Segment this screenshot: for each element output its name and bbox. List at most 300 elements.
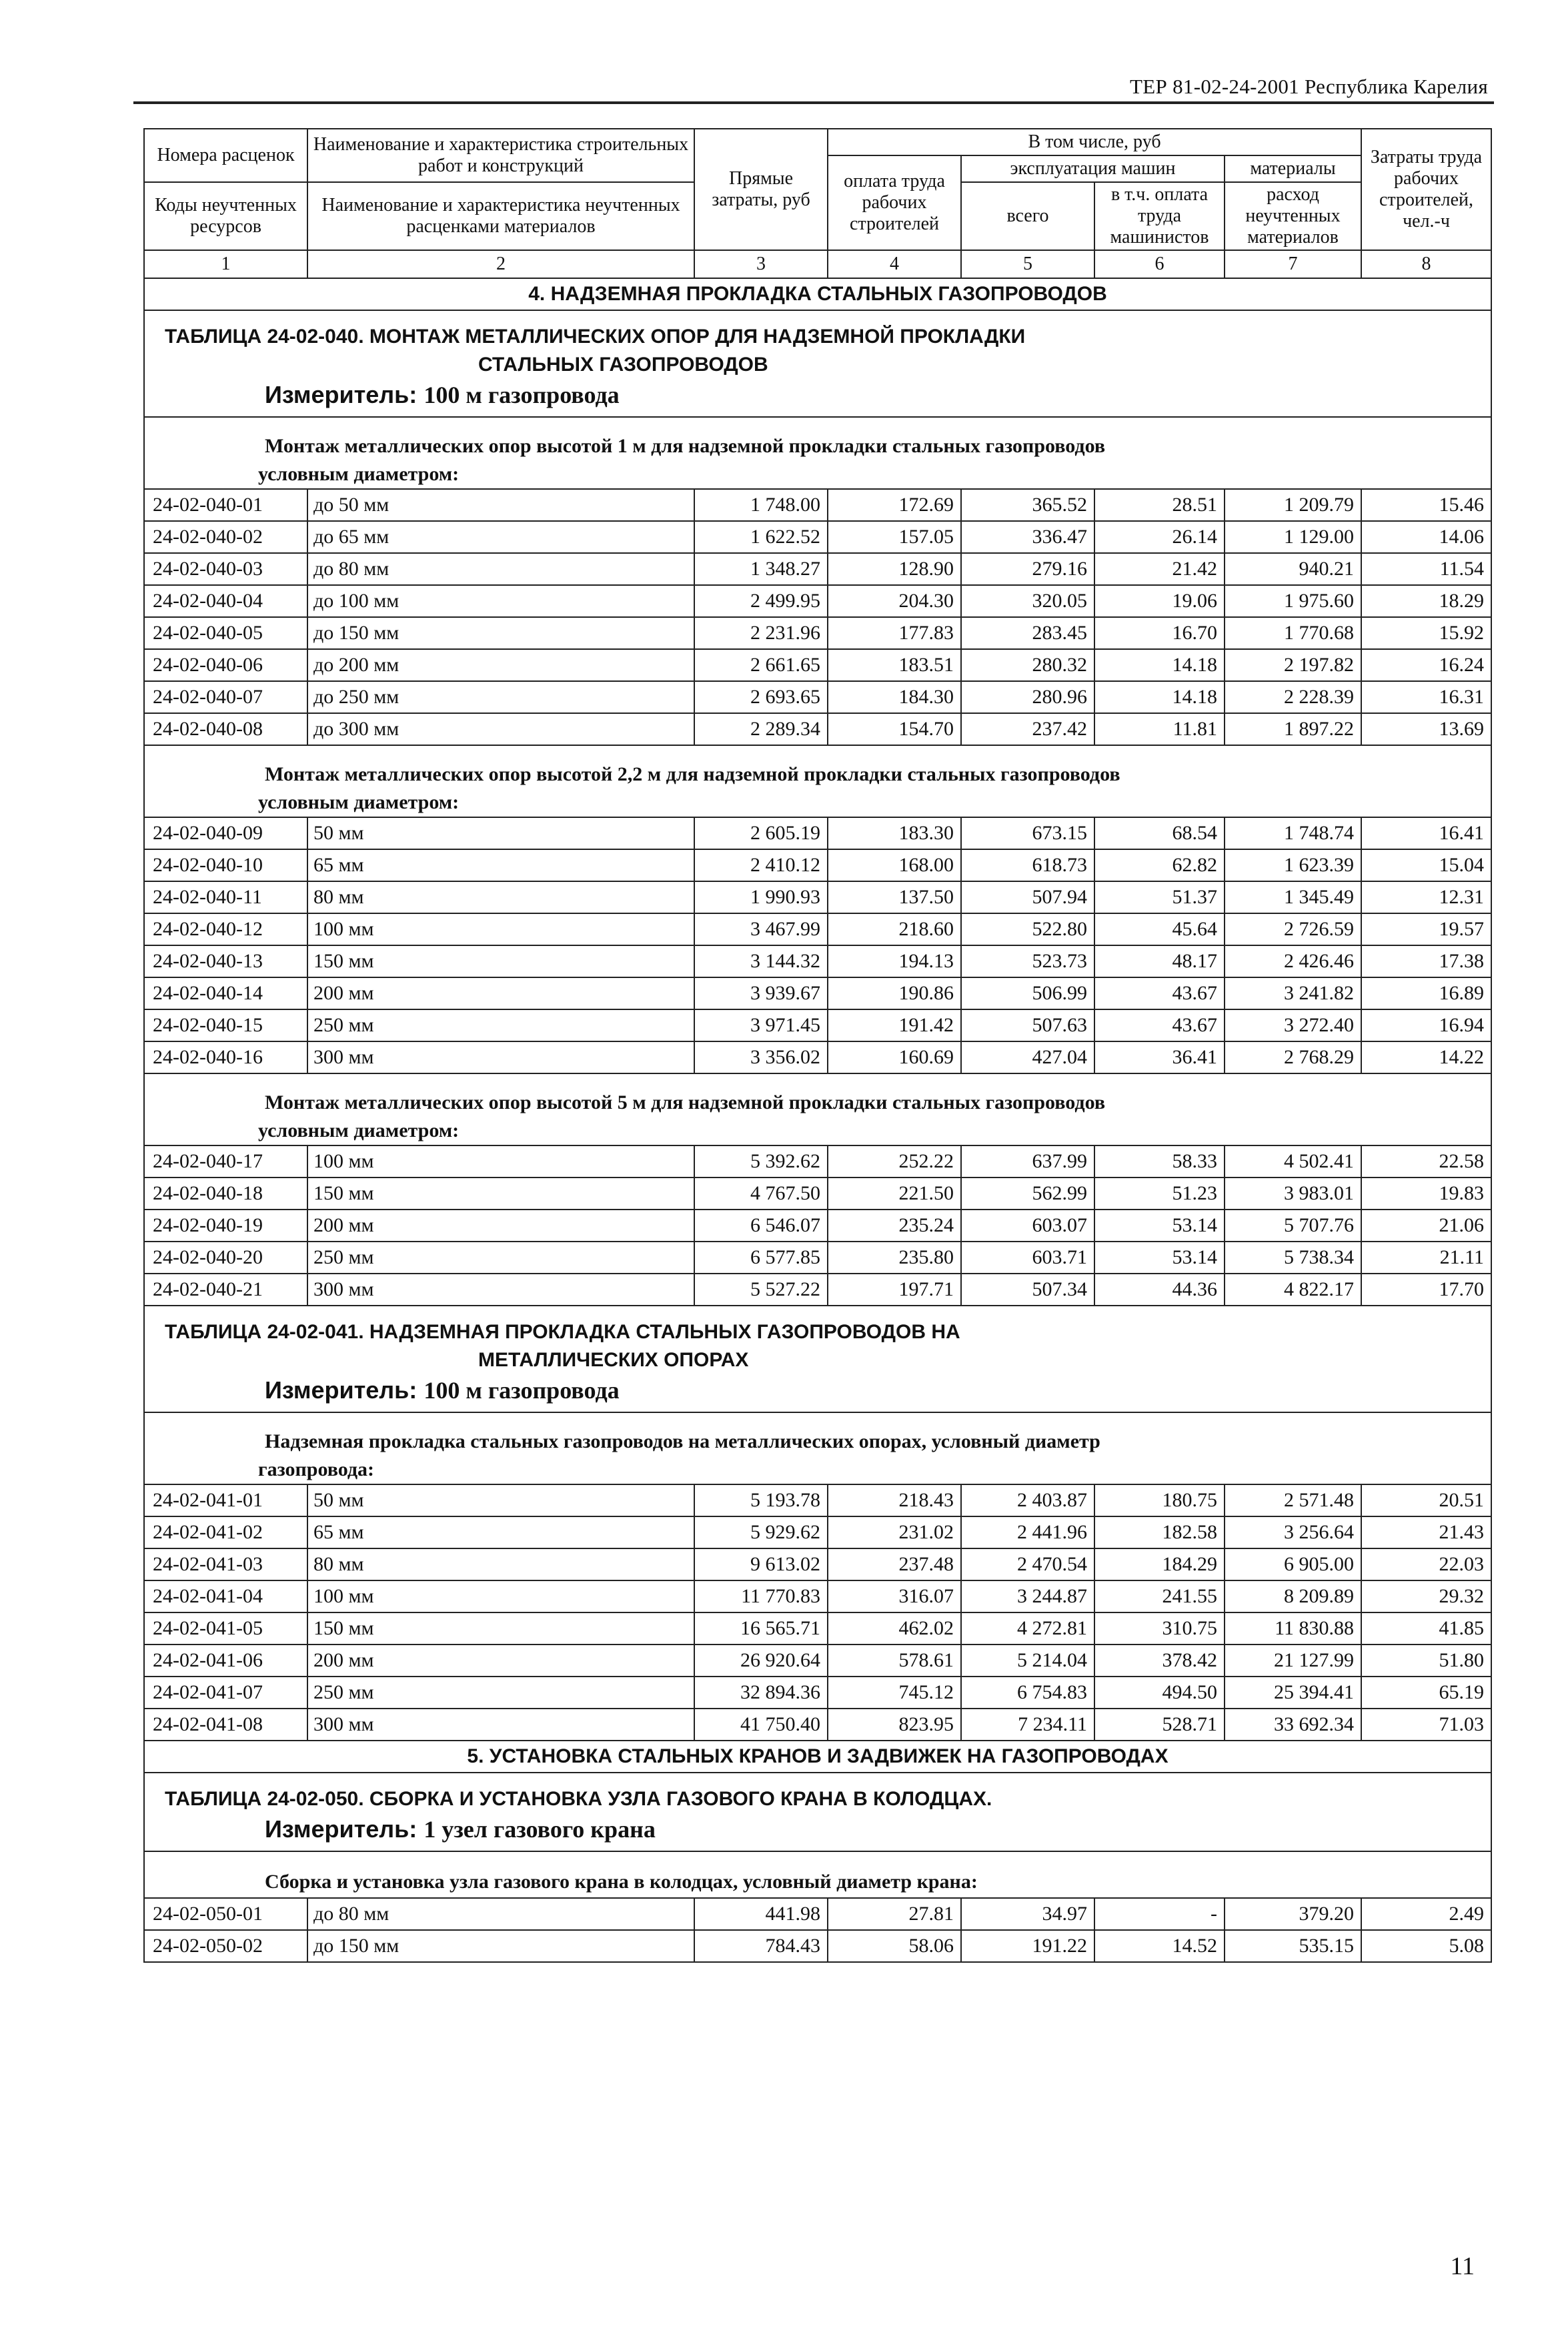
row-material-cost: 1 129.00: [1225, 521, 1361, 553]
group-title-050-1: [144, 1851, 1491, 1898]
row-machinist-cost: 16.70: [1094, 617, 1225, 649]
row-name: до 80 мм: [307, 553, 694, 585]
row-machinist-cost: 44.36: [1094, 1274, 1225, 1306]
row-name: 250 мм: [307, 1677, 694, 1709]
table-body: [144, 278, 1491, 1962]
row-labor-hours: 71.03: [1361, 1709, 1491, 1741]
row-machine-cost: 2 470.54: [961, 1548, 1094, 1580]
row-name: 150 мм: [307, 945, 694, 977]
header-rule: [133, 101, 1494, 104]
table-row: [144, 1645, 1491, 1677]
table-row: [144, 713, 1491, 745]
row-labor-hours: 13.69: [1361, 713, 1491, 745]
row-code: 24-02-040-19: [144, 1210, 307, 1242]
row-machine-cost: 637.99: [961, 1145, 1094, 1178]
row-name: 80 мм: [307, 881, 694, 913]
row-labor-cost: 27.81: [828, 1898, 961, 1930]
row-labor-hours: 19.83: [1361, 1178, 1491, 1210]
row-direct-cost: 5 392.62: [694, 1145, 828, 1178]
row-code: 24-02-040-04: [144, 585, 307, 617]
row-labor-cost: 160.69: [828, 1041, 961, 1073]
group-title-line1: Сборка и установка узла газового крана в колодцах, условный диаметр крана:: [265, 1871, 978, 1893]
row-labor-hours: 21.06: [1361, 1210, 1491, 1242]
table-row: [144, 945, 1491, 977]
row-name: 200 мм: [307, 1210, 694, 1242]
row-machinist-cost: 184.29: [1094, 1548, 1225, 1580]
col-head-1-top: Номера расценок: [144, 129, 307, 182]
row-labor-cost: 172.69: [828, 489, 961, 521]
row-direct-cost: 3 467.99: [694, 913, 828, 945]
row-machine-cost: 280.32: [961, 649, 1094, 681]
col-number-5: 5: [961, 250, 1094, 278]
row-labor-cost: 58.06: [828, 1930, 961, 1962]
row-machinist-cost: -: [1094, 1898, 1225, 1930]
row-machine-cost: 283.45: [961, 617, 1094, 649]
col-number-8: 8: [1361, 250, 1491, 278]
col-head-7: расход неучтенных материалов: [1225, 182, 1361, 250]
row-labor-hours: 15.92: [1361, 617, 1491, 649]
row-machine-cost: 191.22: [961, 1930, 1094, 1962]
table-header: [144, 129, 1491, 278]
row-code: 24-02-040-18: [144, 1178, 307, 1210]
row-direct-cost: 5 929.62: [694, 1516, 828, 1548]
row-machine-cost: 336.47: [961, 521, 1094, 553]
row-name: 65 мм: [307, 1516, 694, 1548]
row-direct-cost: 2 289.34: [694, 713, 828, 745]
row-labor-hours: 22.58: [1361, 1145, 1491, 1178]
row-labor-hours: 17.38: [1361, 945, 1491, 977]
row-machine-cost: 6 754.83: [961, 1677, 1094, 1709]
row-code: 24-02-040-07: [144, 681, 307, 713]
row-labor-cost: 190.86: [828, 977, 961, 1009]
row-direct-cost: 3 971.45: [694, 1009, 828, 1041]
row-labor-cost: 194.13: [828, 945, 961, 977]
row-machine-cost: 522.80: [961, 913, 1094, 945]
col-head-2-bottom: Наименование и характеристика неучтенных расценками материалов: [307, 182, 694, 250]
row-machinist-cost: 51.23: [1094, 1178, 1225, 1210]
col-head-5: всего: [961, 182, 1094, 250]
row-direct-cost: 2 693.65: [694, 681, 828, 713]
row-direct-cost: 2 499.95: [694, 585, 828, 617]
table-row: [144, 585, 1491, 617]
col-number-1: 1: [144, 250, 307, 278]
row-machine-cost: 603.71: [961, 1242, 1094, 1274]
row-labor-hours: 21.43: [1361, 1516, 1491, 1548]
row-labor-cost: 168.00: [828, 849, 961, 881]
row-machinist-cost: 26.14: [1094, 521, 1225, 553]
row-labor-cost: 221.50: [828, 1178, 961, 1210]
row-labor-cost: 184.30: [828, 681, 961, 713]
row-labor-hours: 22.03: [1361, 1548, 1491, 1580]
row-labor-cost: 128.90: [828, 553, 961, 585]
row-direct-cost: 1 622.52: [694, 521, 828, 553]
table-040-meter: [165, 379, 1471, 411]
row-machine-cost: 2 441.96: [961, 1516, 1094, 1548]
row-labor-cost: 316.07: [828, 1580, 961, 1612]
row-labor-cost: 235.24: [828, 1210, 961, 1242]
group-title-line2: условным диаметром:: [258, 463, 460, 485]
row-labor-cost: 218.60: [828, 913, 961, 945]
row-code: 24-02-040-16: [144, 1041, 307, 1073]
row-material-cost: 2 426.46: [1225, 945, 1361, 977]
row-machine-cost: 3 244.87: [961, 1580, 1094, 1612]
row-machinist-cost: 43.67: [1094, 1009, 1225, 1041]
row-material-cost: 21 127.99: [1225, 1645, 1361, 1677]
row-labor-cost: 183.30: [828, 817, 961, 849]
row-material-cost: 3 256.64: [1225, 1516, 1361, 1548]
row-machine-cost: 507.94: [961, 881, 1094, 913]
table-row: [144, 817, 1491, 849]
row-code: 24-02-040-02: [144, 521, 307, 553]
row-material-cost: 3 983.01: [1225, 1178, 1361, 1210]
row-machinist-cost: 494.50: [1094, 1677, 1225, 1709]
row-direct-cost: 3 939.67: [694, 977, 828, 1009]
row-machine-cost: 506.99: [961, 977, 1094, 1009]
row-code: 24-02-040-13: [144, 945, 307, 977]
row-machinist-cost: 21.42: [1094, 553, 1225, 585]
section-4-title: 4. НАДЗЕМНАЯ ПРОКЛАДКА СТАЛЬНЫХ ГАЗОПРОВОДОВ: [144, 278, 1491, 310]
row-machine-cost: 279.16: [961, 553, 1094, 585]
col-head-4: оплата труда рабочих строителей: [828, 155, 961, 250]
row-machine-cost: 427.04: [961, 1041, 1094, 1073]
row-name: 300 мм: [307, 1709, 694, 1741]
row-labor-cost: 137.50: [828, 881, 961, 913]
row-name: 250 мм: [307, 1009, 694, 1041]
row-machinist-cost: 378.42: [1094, 1645, 1225, 1677]
row-material-cost: 3 241.82: [1225, 977, 1361, 1009]
row-machine-cost: 34.97: [961, 1898, 1094, 1930]
row-code: 24-02-040-15: [144, 1009, 307, 1041]
row-material-cost: 8 209.89: [1225, 1580, 1361, 1612]
row-direct-cost: 11 770.83: [694, 1580, 828, 1612]
row-machine-cost: 618.73: [961, 849, 1094, 881]
row-labor-hours: 19.57: [1361, 913, 1491, 945]
table-row: [144, 1484, 1491, 1516]
table-row: [144, 1516, 1491, 1548]
row-machine-cost: 5 214.04: [961, 1645, 1094, 1677]
meter-value: 100 м газопровода: [424, 382, 620, 408]
table-row: [144, 977, 1491, 1009]
col-number-2: 2: [307, 250, 694, 278]
row-labor-hours: 14.06: [1361, 521, 1491, 553]
row-machine-cost: 507.63: [961, 1009, 1094, 1041]
row-name: 250 мм: [307, 1242, 694, 1274]
row-machinist-cost: 180.75: [1094, 1484, 1225, 1516]
group-title-line2: газопровода:: [258, 1458, 375, 1480]
page-number: 11: [1450, 2252, 1475, 2280]
table-050-title-line1: ТАБЛИЦА 24-02-050. СБОРКА И УСТАНОВКА УЗЛА ГАЗОВОГО КРАНА В КОЛОДЦАХ.: [165, 1788, 992, 1810]
row-material-cost: 379.20: [1225, 1898, 1361, 1930]
row-labor-hours: 29.32: [1361, 1580, 1491, 1612]
row-direct-cost: 41 750.40: [694, 1709, 828, 1741]
row-direct-cost: 6 546.07: [694, 1210, 828, 1242]
row-machinist-cost: 182.58: [1094, 1516, 1225, 1548]
row-machine-cost: 237.42: [961, 713, 1094, 745]
row-direct-cost: 32 894.36: [694, 1677, 828, 1709]
row-labor-cost: 578.61: [828, 1645, 961, 1677]
col-head-machines: эксплуатация машин: [961, 155, 1225, 182]
row-machine-cost: 507.34: [961, 1274, 1094, 1306]
table-040-title: [144, 310, 1491, 417]
row-machinist-cost: 53.14: [1094, 1210, 1225, 1242]
row-labor-cost: 823.95: [828, 1709, 961, 1741]
col-head-1-bottom: Коды неучтенных ресурсов: [144, 182, 307, 250]
row-direct-cost: 6 577.85: [694, 1242, 828, 1274]
row-labor-hours: 16.89: [1361, 977, 1491, 1009]
row-code: 24-02-040-10: [144, 849, 307, 881]
row-direct-cost: 2 605.19: [694, 817, 828, 849]
row-name: 200 мм: [307, 1645, 694, 1677]
row-labor-hours: 2.49: [1361, 1898, 1491, 1930]
row-name: до 80 мм: [307, 1898, 694, 1930]
group-title-line2: условным диаметром:: [258, 1119, 460, 1141]
row-material-cost: 2 197.82: [1225, 649, 1361, 681]
row-code: 24-02-041-03: [144, 1548, 307, 1580]
row-direct-cost: 5 193.78: [694, 1484, 828, 1516]
row-labor-hours: 15.04: [1361, 849, 1491, 881]
section-5-title: 5. УСТАНОВКА СТАЛЬНЫХ КРАНОВ И ЗАДВИЖЕК НА ГАЗОПРОВОДАХ: [144, 1741, 1491, 1773]
row-material-cost: 4 822.17: [1225, 1274, 1361, 1306]
row-material-cost: 2 726.59: [1225, 913, 1361, 945]
table-041-title: [144, 1306, 1491, 1412]
group-title-040-1: [144, 417, 1491, 489]
table-row: [144, 1580, 1491, 1612]
col-head-3: Прямые затраты, руб: [694, 129, 828, 250]
row-name: 65 мм: [307, 849, 694, 881]
row-code: 24-02-040-06: [144, 649, 307, 681]
row-code: 24-02-040-09: [144, 817, 307, 849]
row-direct-cost: 9 613.02: [694, 1548, 828, 1580]
row-labor-cost: 177.83: [828, 617, 961, 649]
row-code: 24-02-041-01: [144, 1484, 307, 1516]
row-code: 24-02-040-17: [144, 1145, 307, 1178]
row-name: 300 мм: [307, 1041, 694, 1073]
row-name: 80 мм: [307, 1548, 694, 1580]
row-code: 24-02-041-08: [144, 1709, 307, 1741]
col-number-6: 6: [1094, 250, 1225, 278]
row-code: 24-02-040-03: [144, 553, 307, 585]
group-title-041-1: [144, 1412, 1491, 1484]
table-row: [144, 881, 1491, 913]
row-direct-cost: 5 527.22: [694, 1274, 828, 1306]
row-labor-hours: 20.51: [1361, 1484, 1491, 1516]
row-material-cost: 5 707.76: [1225, 1210, 1361, 1242]
row-direct-cost: 4 767.50: [694, 1178, 828, 1210]
row-labor-hours: 12.31: [1361, 881, 1491, 913]
table-row: [144, 1709, 1491, 1741]
table-row: [144, 489, 1491, 521]
row-machine-cost: 673.15: [961, 817, 1094, 849]
row-machinist-cost: 14.18: [1094, 649, 1225, 681]
row-code: 24-02-050-01: [144, 1898, 307, 1930]
col-head-materials: материалы: [1225, 155, 1361, 182]
row-machinist-cost: 62.82: [1094, 849, 1225, 881]
row-labor-hours: 14.22: [1361, 1041, 1491, 1073]
row-direct-cost: 1 990.93: [694, 881, 828, 913]
row-machinist-cost: 14.52: [1094, 1930, 1225, 1962]
row-labor-hours: 16.31: [1361, 681, 1491, 713]
price-table: [143, 128, 1492, 1963]
row-name: до 200 мм: [307, 649, 694, 681]
row-machinist-cost: 53.14: [1094, 1242, 1225, 1274]
row-direct-cost: 1 748.00: [694, 489, 828, 521]
table-041-title-line1: ТАБЛИЦА 24-02-041. НАДЗЕМНАЯ ПРОКЛАДКА СТАЛЬНЫХ ГАЗОПРОВОДОВ НА: [165, 1321, 960, 1343]
row-labor-hours: 16.24: [1361, 649, 1491, 681]
row-name: до 100 мм: [307, 585, 694, 617]
row-labor-cost: 183.51: [828, 649, 961, 681]
row-material-cost: 535.15: [1225, 1930, 1361, 1962]
table-row: [144, 1009, 1491, 1041]
row-code: 24-02-041-06: [144, 1645, 307, 1677]
row-code: 24-02-050-02: [144, 1930, 307, 1962]
row-direct-cost: 26 920.64: [694, 1645, 828, 1677]
row-material-cost: 1 748.74: [1225, 817, 1361, 849]
row-labor-hours: 16.41: [1361, 817, 1491, 849]
table-row: [144, 681, 1491, 713]
row-machinist-cost: 14.18: [1094, 681, 1225, 713]
row-machinist-cost: 68.54: [1094, 817, 1225, 849]
table-row: [144, 1242, 1491, 1274]
row-machinist-cost: 241.55: [1094, 1580, 1225, 1612]
table-row: [144, 617, 1491, 649]
row-material-cost: 33 692.34: [1225, 1709, 1361, 1741]
row-labor-hours: 18.29: [1361, 585, 1491, 617]
row-machine-cost: 2 403.87: [961, 1484, 1094, 1516]
table-050-title: [144, 1773, 1491, 1851]
row-code: 24-02-040-01: [144, 489, 307, 521]
row-material-cost: 1 623.39: [1225, 849, 1361, 881]
row-machinist-cost: 43.67: [1094, 977, 1225, 1009]
table-row: [144, 553, 1491, 585]
row-labor-cost: 231.02: [828, 1516, 961, 1548]
row-material-cost: 6 905.00: [1225, 1548, 1361, 1580]
meter-label: Измеритель:: [265, 1815, 418, 1843]
table-row: [144, 1041, 1491, 1073]
row-direct-cost: 2 410.12: [694, 849, 828, 881]
row-labor-cost: 218.43: [828, 1484, 961, 1516]
row-direct-cost: 3 144.32: [694, 945, 828, 977]
table-row: [144, 1898, 1491, 1930]
row-name: до 50 мм: [307, 489, 694, 521]
row-machinist-cost: 36.41: [1094, 1041, 1225, 1073]
row-machinist-cost: 51.37: [1094, 881, 1225, 913]
row-machine-cost: 320.05: [961, 585, 1094, 617]
row-direct-cost: 16 565.71: [694, 1612, 828, 1645]
col-number-4: 4: [828, 250, 961, 278]
row-material-cost: 1 897.22: [1225, 713, 1361, 745]
row-name: 100 мм: [307, 913, 694, 945]
row-material-cost: 1 345.49: [1225, 881, 1361, 913]
row-labor-hours: 17.70: [1361, 1274, 1491, 1306]
table-040-title-line1: ТАБЛИЦА 24-02-040. МОНТАЖ МЕТАЛЛИЧЕСКИХ ОПОР ДЛЯ НАДЗЕМНОЙ ПРОКЛАДКИ: [165, 326, 1026, 348]
meter-value: 1 узел газового крана: [424, 1816, 656, 1843]
table-row: [144, 1274, 1491, 1306]
row-code: 24-02-040-14: [144, 977, 307, 1009]
row-code: 24-02-041-04: [144, 1580, 307, 1612]
row-name: 50 мм: [307, 817, 694, 849]
table-041-meter: [165, 1374, 1471, 1406]
row-material-cost: 2 571.48: [1225, 1484, 1361, 1516]
meter-label: Измеритель:: [265, 381, 418, 408]
row-machine-cost: 523.73: [961, 945, 1094, 977]
table-row: [144, 649, 1491, 681]
group-title-line2: условным диаметром:: [258, 791, 460, 813]
row-labor-cost: 252.22: [828, 1145, 961, 1178]
row-code: 24-02-040-12: [144, 913, 307, 945]
col-head-6: в т.ч. оплата труда машинистов: [1094, 182, 1225, 250]
row-name: 150 мм: [307, 1178, 694, 1210]
col-number-3: 3: [694, 250, 828, 278]
row-code: 24-02-041-07: [144, 1677, 307, 1709]
row-machinist-cost: 45.64: [1094, 913, 1225, 945]
row-labor-hours: 21.11: [1361, 1242, 1491, 1274]
row-labor-cost: 235.80: [828, 1242, 961, 1274]
row-machinist-cost: 528.71: [1094, 1709, 1225, 1741]
table-row: [144, 1210, 1491, 1242]
row-labor-hours: 15.46: [1361, 489, 1491, 521]
row-labor-hours: 41.85: [1361, 1612, 1491, 1645]
group-title-line1: Монтаж металлических опор высотой 1 м для надземной прокладки стальных газопроводов: [265, 435, 1106, 457]
row-direct-cost: 3 356.02: [694, 1041, 828, 1073]
group-title-line1: Монтаж металлических опор высотой 2,2 м для надземной прокладки стальных газопроводов: [265, 763, 1120, 785]
row-material-cost: 4 502.41: [1225, 1145, 1361, 1178]
document-header: ТЕР 81-02-24-2001 Республика Карелия: [1130, 75, 1488, 98]
row-direct-cost: 441.98: [694, 1898, 828, 1930]
row-labor-hours: 65.19: [1361, 1677, 1491, 1709]
row-name: до 150 мм: [307, 1930, 694, 1962]
row-machine-cost: 280.96: [961, 681, 1094, 713]
row-code: 24-02-040-08: [144, 713, 307, 745]
table-row: [144, 913, 1491, 945]
row-direct-cost: 1 348.27: [694, 553, 828, 585]
row-machinist-cost: 48.17: [1094, 945, 1225, 977]
col-head-8: Затраты труда рабочих строителей, чел.-ч: [1361, 129, 1491, 250]
row-direct-cost: 2 231.96: [694, 617, 828, 649]
row-machinist-cost: 28.51: [1094, 489, 1225, 521]
row-material-cost: 11 830.88: [1225, 1612, 1361, 1645]
table-row: [144, 849, 1491, 881]
row-machine-cost: 603.07: [961, 1210, 1094, 1242]
row-machine-cost: 7 234.11: [961, 1709, 1094, 1741]
table-050-meter: [165, 1813, 1471, 1845]
row-direct-cost: 2 661.65: [694, 649, 828, 681]
row-name: 200 мм: [307, 977, 694, 1009]
row-labor-cost: 197.71: [828, 1274, 961, 1306]
row-material-cost: 1 975.60: [1225, 585, 1361, 617]
meter-value: 100 м газопровода: [424, 1377, 620, 1404]
row-machinist-cost: 58.33: [1094, 1145, 1225, 1178]
row-machinist-cost: 310.75: [1094, 1612, 1225, 1645]
row-labor-cost: 191.42: [828, 1009, 961, 1041]
row-code: 24-02-041-02: [144, 1516, 307, 1548]
row-name: 300 мм: [307, 1274, 694, 1306]
row-machine-cost: 562.99: [961, 1178, 1094, 1210]
row-material-cost: 1 770.68: [1225, 617, 1361, 649]
row-material-cost: 2 228.39: [1225, 681, 1361, 713]
group-title-040-2: [144, 745, 1491, 817]
group-title-040-3: [144, 1073, 1491, 1145]
col-head-2-top: Наименование и характеристика строительных работ и конструкций: [307, 129, 694, 182]
row-name: 50 мм: [307, 1484, 694, 1516]
table-row: [144, 1930, 1491, 1962]
row-labor-hours: 16.94: [1361, 1009, 1491, 1041]
row-name: до 150 мм: [307, 617, 694, 649]
group-title-line1: Надземная прокладка стальных газопроводов на металлических опорах, условный диаметр: [265, 1430, 1100, 1452]
row-material-cost: 5 738.34: [1225, 1242, 1361, 1274]
row-labor-hours: 5.08: [1361, 1930, 1491, 1962]
table-041-title-line2: МЕТАЛЛИЧЕСКИХ ОПОРАХ: [478, 1349, 749, 1371]
row-code: 24-02-040-05: [144, 617, 307, 649]
